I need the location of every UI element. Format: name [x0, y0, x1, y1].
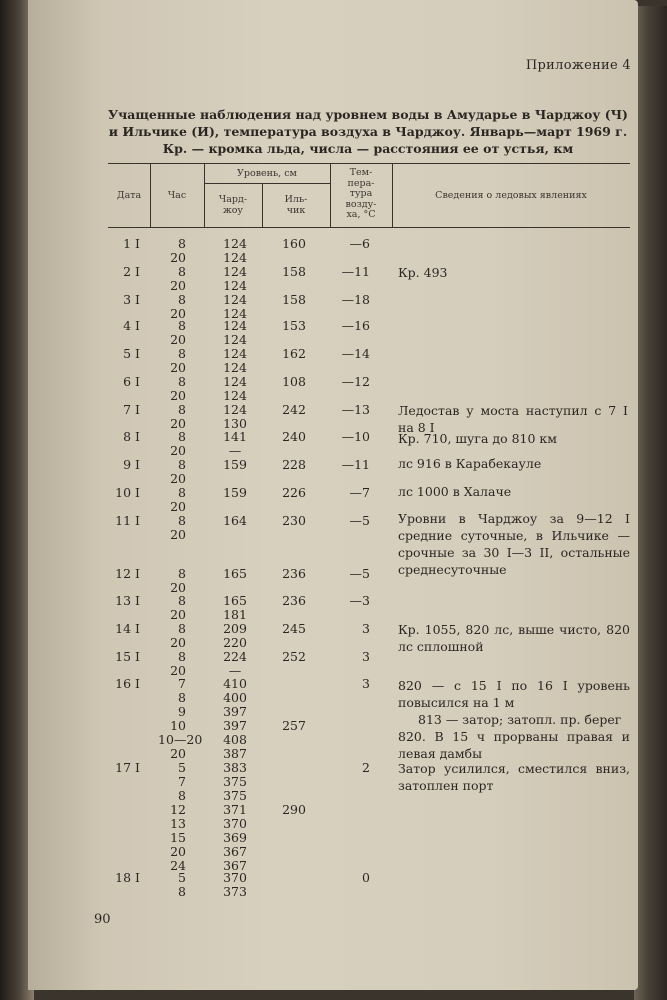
chardzhou-level: 408	[223, 732, 247, 747]
ilchik-level: 240	[282, 429, 306, 444]
row-hour: 8	[178, 621, 186, 636]
chardzhou-level: 124	[223, 278, 247, 293]
row-date: 3 I	[123, 292, 140, 307]
header-ilchik: Иль- чик	[284, 194, 308, 216]
chardzhou-level: 124	[223, 402, 247, 417]
chardzhou-level: —	[228, 443, 242, 458]
ilchik-level: 257	[282, 718, 306, 733]
chardzhou-level: 383	[223, 760, 247, 775]
air-temperature: —13	[341, 402, 370, 417]
row-hour: 20	[170, 499, 186, 514]
ilchik-level: 230	[282, 513, 306, 528]
row-hour: 10—20	[158, 732, 203, 747]
row-date: 1 I	[123, 236, 140, 251]
row-hour: 8	[178, 457, 186, 472]
ice-note: Уровни в Чарджоу за 9—12 I средние суточные, в Ильчике — срочные за 30 I—3 II, остальные среднесуточные	[398, 511, 630, 577]
air-temperature: —16	[341, 318, 370, 333]
row-date: 16 I	[115, 676, 140, 691]
row-hour: 20	[170, 360, 186, 375]
ilchik-level: 236	[282, 593, 306, 608]
row-hour: 9	[178, 704, 186, 719]
row-hour: 8	[178, 566, 186, 581]
chardzhou-level: 220	[223, 635, 247, 650]
chardzhou-level: 370	[223, 870, 247, 885]
header-hour: Час	[167, 190, 187, 201]
table-top-rule	[108, 163, 630, 164]
title-line: Учащенные наблюдения над уровнем воды в Амударье в Чарджоу (Ч)	[108, 107, 628, 122]
row-hour: 8	[178, 318, 186, 333]
ice-note: Кр. 493	[398, 265, 448, 280]
ice-note: Затор усилился, сместился вниз, затоплен порт	[398, 761, 630, 793]
row-hour: 5	[178, 760, 186, 775]
row-hour: 8	[178, 788, 186, 803]
row-hour: 7	[178, 676, 186, 691]
row-hour: 20	[170, 332, 186, 347]
air-temperature: —10	[341, 429, 370, 444]
chardzhou-level: 375	[223, 774, 247, 789]
ice-note: 820. В 15 ч прорваны правая и левая дамбы	[398, 729, 630, 761]
chardzhou-level: 397	[223, 704, 247, 719]
chardzhou-level: 159	[223, 485, 247, 500]
ilchik-level: 160	[282, 236, 306, 251]
row-hour: 8	[178, 513, 186, 528]
chardzhou-level: 124	[223, 236, 247, 251]
row-date: 14 I	[115, 621, 140, 636]
ilchik-level: 158	[282, 292, 306, 307]
ice-note: Ледостав у моста наступил с 7 I на 8 I	[398, 403, 628, 435]
row-hour: 8	[178, 429, 186, 444]
chardzhou-level: 141	[223, 429, 247, 444]
row-hour: 20	[170, 635, 186, 650]
row-date: 9 I	[123, 457, 140, 472]
row-date: 2 I	[123, 264, 140, 279]
ilchik-level: 252	[282, 649, 306, 664]
row-date: 17 I	[115, 760, 140, 775]
ice-note: 820 — с 15 I по 16 I уровень повысился на 1 м	[398, 678, 630, 710]
table-title	[108, 106, 628, 157]
row-hour: 20	[170, 663, 186, 678]
table-header-rule	[108, 227, 630, 228]
ilchik-level: 290	[282, 802, 306, 817]
level-subrule	[204, 183, 330, 184]
ilchik-level: 158	[282, 264, 306, 279]
row-date: 13 I	[115, 593, 140, 608]
row-hour: 20	[170, 388, 186, 403]
row-hour: 8	[178, 884, 186, 899]
row-hour: 13	[170, 816, 186, 831]
page-edge	[634, 6, 667, 1000]
row-hour: 8	[178, 264, 186, 279]
air-temperature: —3	[349, 593, 370, 608]
chardzhou-level: 124	[223, 374, 247, 389]
row-hour: 20	[170, 416, 186, 431]
row-hour: 20	[170, 844, 186, 859]
row-date: 6 I	[123, 374, 140, 389]
chardzhou-level: 124	[223, 332, 247, 347]
row-hour: 12	[170, 802, 186, 817]
row-hour: 8	[178, 374, 186, 389]
air-temperature: 3	[362, 676, 370, 691]
row-hour: 8	[178, 485, 186, 500]
ilchik-level: 242	[282, 402, 306, 417]
row-hour: 24	[170, 858, 186, 873]
air-temperature: —18	[341, 292, 370, 307]
row-hour: 20	[170, 306, 186, 321]
air-temperature: —11	[341, 457, 370, 472]
chardzhou-level: 400	[223, 690, 247, 705]
chardzhou-level: —	[228, 663, 242, 678]
ilchik-level: 226	[282, 485, 306, 500]
row-date: 5 I	[123, 346, 140, 361]
ice-note: лс 1000 в Халаче	[398, 484, 512, 499]
ilchik-level: 228	[282, 457, 306, 472]
chardzhou-level: 164	[223, 513, 247, 528]
chardzhou-level: 209	[223, 621, 247, 636]
row-hour: 20	[170, 580, 186, 595]
chardzhou-level: 387	[223, 746, 247, 761]
chardzhou-level: 124	[223, 360, 247, 375]
row-hour: 7	[178, 774, 186, 789]
appendix-label: Приложение 4	[525, 58, 631, 73]
title-line: и Ильчике (И), температура воздуха в Чарджоу. Январь—март 1969 г.	[108, 124, 628, 139]
row-hour: 15	[170, 830, 186, 845]
chardzhou-level: 165	[223, 593, 247, 608]
chardzhou-level: 373	[223, 884, 247, 899]
chardzhou-level: 130	[223, 416, 247, 431]
title-line: Кр. — кромка льда, числа — расстояния ее от устья, км	[162, 141, 574, 156]
row-date: 11 I	[115, 513, 140, 528]
air-temperature: —12	[341, 374, 370, 389]
row-date: 10 I	[115, 485, 140, 500]
chardzhou-level: 159	[223, 457, 247, 472]
row-hour: 8	[178, 649, 186, 664]
air-temperature: —6	[349, 236, 370, 251]
air-temperature: —7	[349, 485, 370, 500]
chardzhou-level: 124	[223, 306, 247, 321]
header-level: Уровень, см	[237, 168, 297, 179]
ice-note: Кр. 710, шуга до 810 км	[398, 431, 557, 446]
ilchik-level: 162	[282, 346, 306, 361]
row-hour: 20	[170, 278, 186, 293]
ice-note: 813 — затор; затопл. пр. берег	[418, 712, 622, 727]
air-temperature: —11	[341, 264, 370, 279]
air-temperature: —14	[341, 346, 370, 361]
air-temperature: 3	[362, 649, 370, 664]
row-hour: 8	[178, 346, 186, 361]
ilchik-level: 153	[282, 318, 306, 333]
chardzhou-level: 371	[223, 802, 247, 817]
row-hour: 20	[170, 527, 186, 542]
row-date: 18 I	[115, 870, 140, 885]
header-temperature: Тем- пера- тура возду- ха, °С	[345, 167, 377, 220]
chardzhou-level: 224	[223, 649, 247, 664]
chardzhou-level: 370	[223, 816, 247, 831]
page-number: 90	[94, 912, 111, 927]
air-temperature: 0	[362, 870, 370, 885]
row-date: 7 I	[123, 402, 140, 417]
row-hour: 8	[178, 593, 186, 608]
chardzhou-level: 124	[223, 292, 247, 307]
header-ice-phenomena: Сведения о ледовых явлениях	[435, 190, 587, 201]
chardzhou-level: 397	[223, 718, 247, 733]
ice-note: лс 916 в Карабекауле	[398, 456, 542, 471]
row-hour: 8	[178, 402, 186, 417]
ilchik-level: 108	[282, 374, 306, 389]
chardzhou-level: 124	[223, 318, 247, 333]
row-hour: 20	[170, 607, 186, 622]
chardzhou-level: 375	[223, 788, 247, 803]
chardzhou-level: 165	[223, 566, 247, 581]
ice-note: Кр. 1055, 820 лс, выше чисто, 820 лс сплошной	[398, 622, 630, 654]
row-hour: 10	[170, 718, 186, 733]
row-hour: 20	[170, 250, 186, 265]
row-hour: 8	[178, 690, 186, 705]
ilchik-level: 236	[282, 566, 306, 581]
row-date: 8 I	[123, 429, 140, 444]
air-temperature: —5	[349, 566, 370, 581]
row-date: 12 I	[115, 566, 140, 581]
header-date: Дата	[116, 190, 142, 201]
row-date: 15 I	[115, 649, 140, 664]
row-hour: 8	[178, 292, 186, 307]
chardzhou-level: 369	[223, 830, 247, 845]
chardzhou-level: 124	[223, 250, 247, 265]
row-date: 4 I	[123, 318, 140, 333]
chardzhou-level: 367	[223, 858, 247, 873]
ilchik-level: 245	[282, 621, 306, 636]
air-temperature: —5	[349, 513, 370, 528]
header-chardzhou: Чард- жоу	[218, 194, 248, 216]
chardzhou-level: 181	[223, 607, 247, 622]
row-hour: 20	[170, 471, 186, 486]
row-hour: 8	[178, 236, 186, 251]
air-temperature: 3	[362, 621, 370, 636]
row-hour: 20	[170, 746, 186, 761]
chardzhou-level: 410	[223, 676, 247, 691]
chardzhou-level: 367	[223, 844, 247, 859]
air-temperature: 2	[362, 760, 370, 775]
chardzhou-level: 124	[223, 346, 247, 361]
row-hour: 5	[178, 870, 186, 885]
row-hour: 20	[170, 443, 186, 458]
chardzhou-level: 124	[223, 388, 247, 403]
chardzhou-level: 124	[223, 264, 247, 279]
